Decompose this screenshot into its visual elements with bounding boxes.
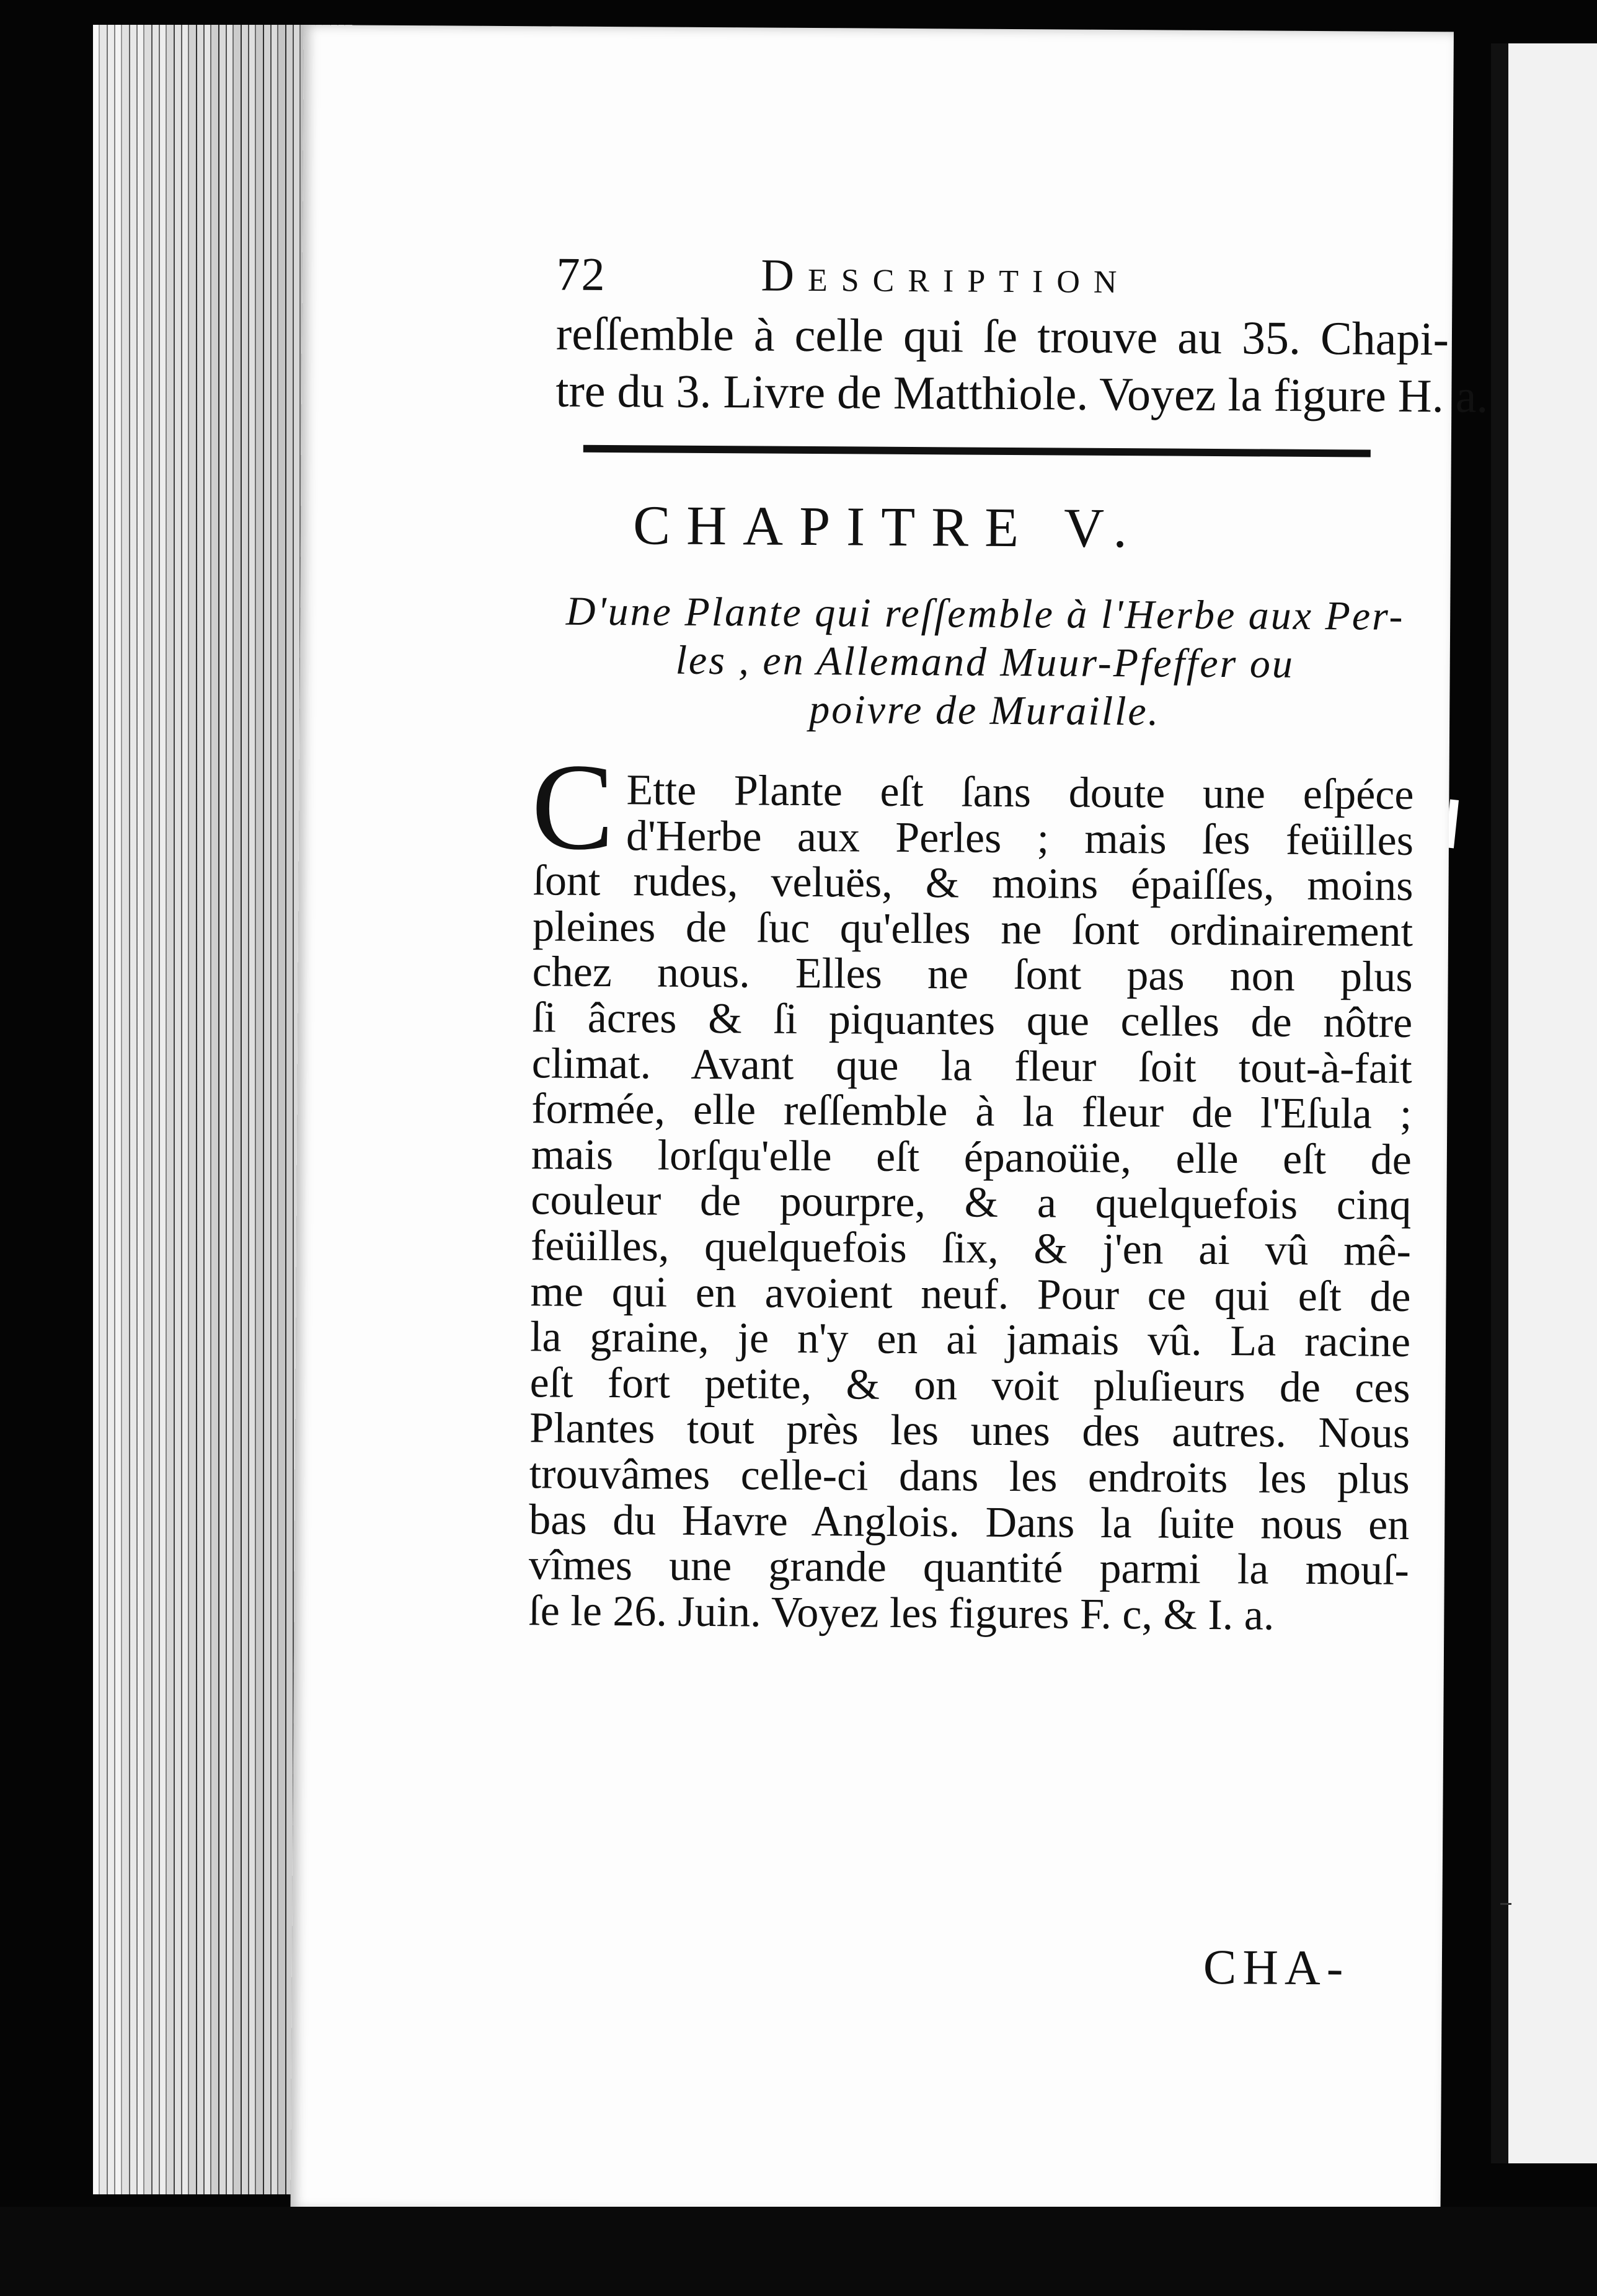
printed-page: [290, 25, 1489, 2217]
text-line: me qui en avoient neuf. Pour ce qui eſt de: [530, 1267, 1411, 1321]
text-line: d'Herbe aux Perles ; mais ſes feüilles: [626, 811, 1414, 865]
text-line: trouvâmes celle-ci dans les endroits les plus: [529, 1450, 1410, 1503]
subtitle-line: poivre de Muraille.: [809, 687, 1161, 735]
text-line: ſi âcres & ſi piquantes que celles de nôtre: [531, 994, 1413, 1047]
running-title: Description: [761, 250, 1131, 304]
running-head: [556, 240, 1468, 314]
text-line: la graine, je n'y en ai jamais vû. La racine: [529, 1313, 1411, 1367]
facing-page-edge: [1491, 43, 1597, 2163]
text-line: feüilles, quelquefois ſix, & j'en ai vû mê-: [530, 1222, 1412, 1275]
text-line: pleines de ſuc qu'elles ne ſont ordinairement: [532, 903, 1413, 956]
text-line: chez nous. Elles ne ſont pas non plus: [532, 948, 1413, 1002]
subtitle-line: D'une Plante qui reſſemble à l'Herbe aux Per-: [565, 588, 1405, 639]
text-line: formée, elle reſſemble à la fleur de l'Eſula ;: [531, 1085, 1412, 1139]
text-line: tre du 3. Livre de Matthiole. Voyez la figure H. a.: [555, 364, 1489, 423]
text-line: eſt fort petite, & on voit pluſieurs de ces: [529, 1358, 1410, 1412]
chapter-subtitle: [535, 587, 1435, 738]
horizontal-rule: [583, 445, 1371, 457]
body-text: [528, 767, 1414, 1639]
page-number: 72: [556, 248, 606, 301]
text-line: ſe le 26. Juin. Voyez les figures F. c, & I. a.: [528, 1586, 1275, 1640]
text-line: ſont rudes, veluës, & moins épaiſſes, moins: [533, 857, 1413, 911]
text-line: reſſemble à celle qui ſe trouve au 35. Chapi-: [555, 307, 1449, 366]
carry-over-text: [555, 305, 1489, 425]
scan-background: [0, 2207, 1597, 2296]
subtitle-line: les , en Allemand Muur-Pfeffer ou: [675, 637, 1295, 687]
text-line: Plantes tout près les unes des autres. Nous: [529, 1404, 1410, 1458]
text-line: climat. Avant que la fleur ſoit tout-à-fait: [531, 1039, 1412, 1093]
text-line: bas du Havre Anglois. Dans la ſuite nous en: [529, 1495, 1410, 1549]
text-line: Ette Plante eſt ſans doute une eſpéce: [626, 766, 1414, 819]
chapter-title: CHAPITRE V.: [632, 495, 1144, 560]
catchword: CHA-: [1203, 1940, 1350, 1996]
drop-capital: C: [531, 738, 615, 876]
text-line: mais lorſqu'elle eſt épanoüie, elle eſt de: [531, 1131, 1412, 1184]
text-line: vîmes une grande quantité parmi la mouſ-: [528, 1541, 1410, 1595]
margin-tick: [1500, 1903, 1511, 1905]
text-line: couleur de pourpre, & a quelquefois cinq: [531, 1176, 1412, 1230]
